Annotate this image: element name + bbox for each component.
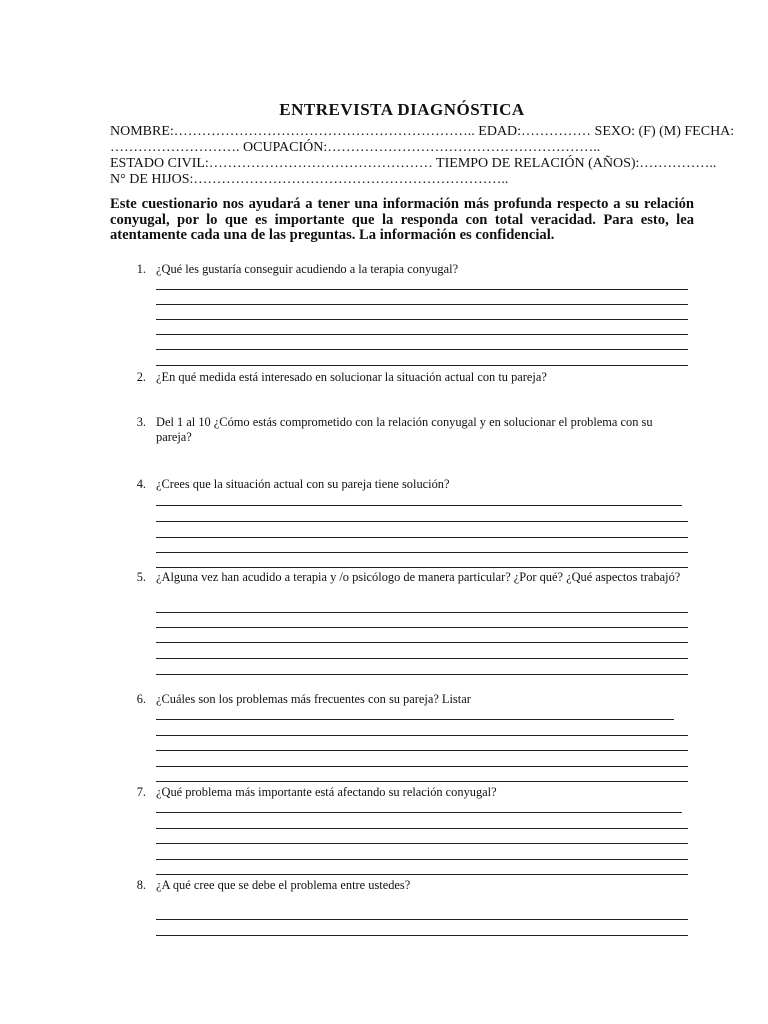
answer-line [156, 304, 688, 305]
answer-line [156, 843, 688, 844]
answer-line [156, 812, 682, 813]
answer-line [156, 750, 688, 751]
answer-line [156, 874, 688, 875]
question-text: ¿Crees que la situación actual con su pareja tiene solución? [156, 477, 450, 491]
children-line: N° DE HIJOS:………………………………………………………….. [110, 172, 509, 187]
document-title: ENTREVISTA DIAGNÓSTICA [279, 100, 525, 119]
answer-line [156, 334, 688, 335]
question-text: ¿Alguna vez han acudido a terapia y /o psicólogo de manera particular? ¿Por qué? ¿Qué aspectos trabajó? [156, 570, 681, 584]
answer-line [156, 319, 688, 320]
answer-line [156, 537, 688, 538]
question-number: 5. [136, 570, 146, 584]
answer-line [156, 766, 688, 767]
answer-line [156, 735, 688, 736]
name-age-sex-date-line: NOMBRE:……………………………………………………….. EDAD:…………… SEXO: (F) (M) FECHA: [110, 124, 735, 139]
question-number: 7. [136, 785, 146, 799]
answer-line [156, 919, 688, 920]
answer-line [156, 289, 688, 290]
answer-line [156, 658, 688, 659]
answer-line [156, 349, 688, 350]
answer-line [156, 567, 688, 568]
answer-line [156, 935, 688, 936]
answer-line [156, 642, 688, 643]
question-text: ¿Qué problema más importante está afectando su relación conyugal? [156, 785, 497, 799]
question-text: ¿Cuáles son los problemas más frecuentes con su pareja? Listar [156, 692, 471, 706]
question-number: 8. [136, 878, 146, 892]
answer-line [156, 365, 688, 366]
answer-line [156, 627, 688, 628]
question-text: Del 1 al 10 ¿Cómo estás comprometido con la relación conyugal y en solucionar el problema con su pareja? [156, 415, 653, 444]
answer-line [156, 612, 688, 613]
answer-line [156, 505, 682, 506]
answer-line [156, 719, 674, 720]
occupation-line: ………………………. OCUPACIÓN:………………………………………………….. [110, 140, 601, 155]
question-number: 1. [136, 262, 146, 276]
answer-line [156, 552, 688, 553]
answer-line [156, 674, 688, 675]
intro-paragraph: Este cuestionario nos ayudará a tener una información más profunda respecto a su relación conyugal, por lo que es importante que la responda con total veracidad. Para esto, lea atentamente cada una de las preguntas. La información es confidencial. [110, 196, 694, 244]
question-text: ¿Qué les gustaría conseguir acudiendo a la terapia conyugal? [156, 262, 459, 276]
answer-line [156, 859, 688, 860]
question-number: 4. [136, 477, 146, 491]
question-text: ¿En qué medida está interesado en solucionar la situación actual con tu pareja? [156, 370, 547, 384]
question-number: 3. [136, 415, 146, 429]
answer-line [156, 781, 688, 782]
question-number: 6. [136, 692, 146, 706]
civil-status-relationship-line: ESTADO CIVIL:………………………………………… TIEMPO DE RELACIÓN (AÑOS):…………….. [110, 156, 717, 171]
answer-line [156, 828, 688, 829]
question-number: 2. [136, 370, 146, 384]
answer-line [156, 521, 688, 522]
question-text: ¿A qué cree que se debe el problema entre ustedes? [156, 878, 411, 892]
